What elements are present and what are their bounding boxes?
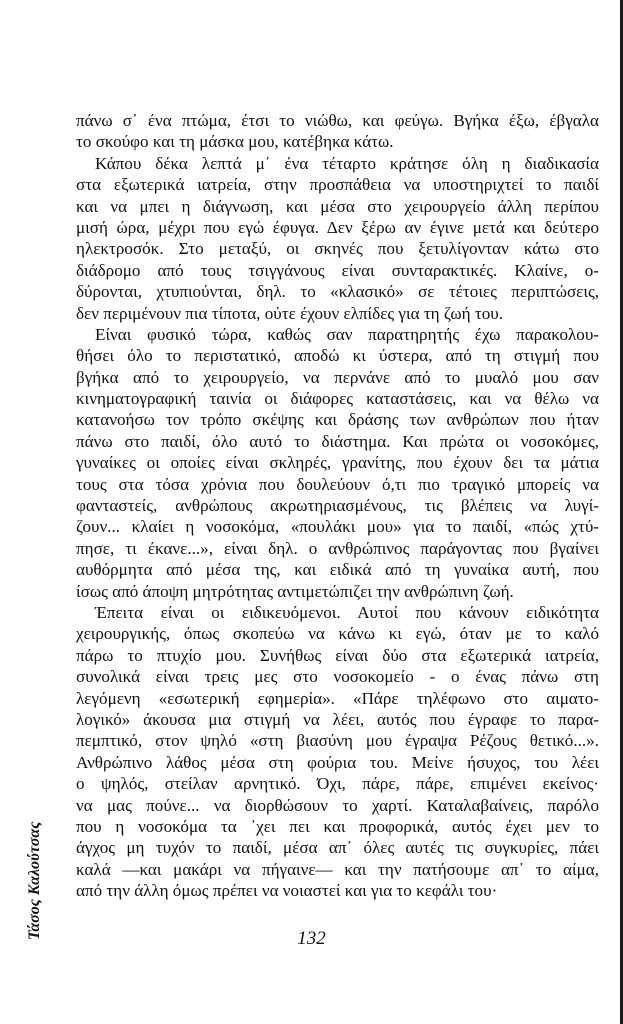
text-line: πάνω στο παιδί, όλο αυτό το διάστημα. Και πρώτα οι νοσοκόμες, bbox=[76, 431, 599, 451]
text-line: λογικό» άκουσα μια στιγμή να λέει, αυτός που έγραφε το παρα- bbox=[76, 709, 599, 729]
text-line: διάδρομο από τους τσιγγάνους είναι συνταρακτικές. Κλαίνε, ο- bbox=[76, 260, 599, 280]
text-line: κατανοήσω τον τρόπο σκέψης και δράσης των ανθρώπων που ήταν bbox=[76, 410, 599, 430]
text-line: Κάπου δέκα λεπτά μ᾽ ένα τέταρτο κράτησε όλη η διαδικασία bbox=[95, 153, 599, 173]
text-line: άγχος μη τυχόν το παιδί, μέσα απ᾽ όλες αυτές τις συγκυρίες, πάει bbox=[76, 838, 599, 858]
text-line: και να μπει η διάγνωση, και μέσα στο χειρουργείο άλλη περίπου bbox=[76, 196, 599, 216]
text-line: να μας πούνε... να διορθώσουν το χαρτί. Καταλαβαίνεις, παρόλο bbox=[76, 795, 599, 815]
text-line: χειρουργικής, όπως σκοπεύω να κάνω κι εγώ, όταν με το καλό bbox=[76, 624, 599, 644]
text-line: Ανθρώπινο λάθος μέσα στη φούρια του. Μείνε ήσυχος, του λέει bbox=[76, 752, 599, 772]
text-line: δεν περιμένουν πια τίποτα, ούτε έχουν ελπίδες για τη ζωή του. bbox=[76, 303, 503, 323]
text-line: ζουν... κλαίει η νοσοκόμα, «πουλάκι μου» για το παιδί, «πώς χτύ- bbox=[76, 517, 599, 537]
text-line: θήσει όλο το περιστατικό, αποδώ κι ύστερα, από τη στιγμή που bbox=[76, 346, 599, 366]
text-line: αυθόρμητα από μέσα της, και ειδικά από τη γυναίκα αυτή, που bbox=[76, 560, 599, 580]
text-line: βγήκα από το χειρουργείο, να περνάνε από το μυαλό μου σαν bbox=[76, 367, 599, 387]
text-line: συνολικά είναι τρεις μες στο νοσοκομείο - ο ένας πάνω στη bbox=[76, 667, 599, 687]
text-line: ίσως από άποψη μητρότητας αντιμετώπιζει την ανθρώπινη ζωή. bbox=[76, 581, 514, 601]
text-line: Είναι φυσικό τώρα, καθώς σαν παρατηρητής έχω παρακολου- bbox=[95, 324, 599, 344]
text-line: γυναίκες οι οποίες είναι σκληρές, γρανίτης, που έχουν δει τα μάτια bbox=[76, 453, 599, 473]
text-line: ο ψηλός, στείλαν αρνητικό. Όχι, πάρε, πάρε, επιμένει εκείνος· bbox=[76, 774, 599, 794]
text-line: στα εξωτερικά ιατρεία, στην προσπάθεια να υποστηριχτεί το παιδί bbox=[76, 175, 599, 195]
text-line: ηλεκτροσόκ. Στο μεταξύ, οι σκηνές που ξετυλίγονταν κάτω στο bbox=[76, 239, 599, 259]
page-number: 132 bbox=[297, 928, 326, 949]
text-line: που η νοσοκόμα τα ᾽χει πει και προφορικά, αυτός έχει μεν το bbox=[76, 816, 599, 836]
text-line: μισή ώρα, μέχρι που εγώ έφυγα. Δεν ξέρω αν έγινε μετά και δεύτερο bbox=[76, 217, 599, 237]
text-line: πάνω σ᾽ ένα πτώμα, έτσι το νιώθω, και φεύγω. Βγήκα έξω, έβγαλα bbox=[76, 111, 599, 130]
text-line: πάρω το πτυχίο μου. Συνήθως είναι δύο στα εξωτερικά ιατρεία, bbox=[76, 645, 599, 665]
text-line: από την άλλη όμως πρέπει να νοιαστεί και για το κεφάλι του· bbox=[76, 881, 498, 901]
text-line: πησε, τι έκανε...», είναι δηλ. ο ανθρώπινος παράγοντας που βγαίνει bbox=[76, 538, 599, 558]
text-line: καλά —και μακάρι να πήγαινε— και την πατήσουμε απ᾽ το αίμα, bbox=[76, 859, 599, 879]
text-line: φανταστείς, ανθρώπους ακρωτηριασμένους, τις βλέπεις να λυγί- bbox=[76, 496, 599, 516]
text-line: το σκούφο και τη μάσκα μου, κατέβηκα κάτω. bbox=[76, 132, 394, 152]
running-head-author: Τάσος Καλούτσας bbox=[26, 821, 43, 940]
text-line: δύρονται, χτυπιούνται, δηλ. το «κλασικό» σε τέτοιες περιπτώσεις, bbox=[76, 282, 599, 302]
text-line: λεγόμενη «εσωτερική εφημερία». «Πάρε τηλέφωνο στο αιματο- bbox=[76, 688, 599, 708]
body-text bbox=[76, 110, 599, 901]
text-line: τους στα τόσα χρόνια που δουλεύουν ό,τι πιο τραγικό μπορείς να bbox=[76, 474, 599, 494]
text-line: πεμπτικό, στον ψηλό «στη βιασύνη μου έγραψα Ρέζους θετικό...». bbox=[76, 731, 599, 751]
text-line: Έπειτα είναι οι ειδικευόμενοι. Αυτοί που κάνουν ειδικότητα bbox=[95, 602, 599, 622]
text-line: κινηματογραφική ταινία οι διάφορες καταστάσεις, και να θέλω να bbox=[76, 389, 599, 409]
